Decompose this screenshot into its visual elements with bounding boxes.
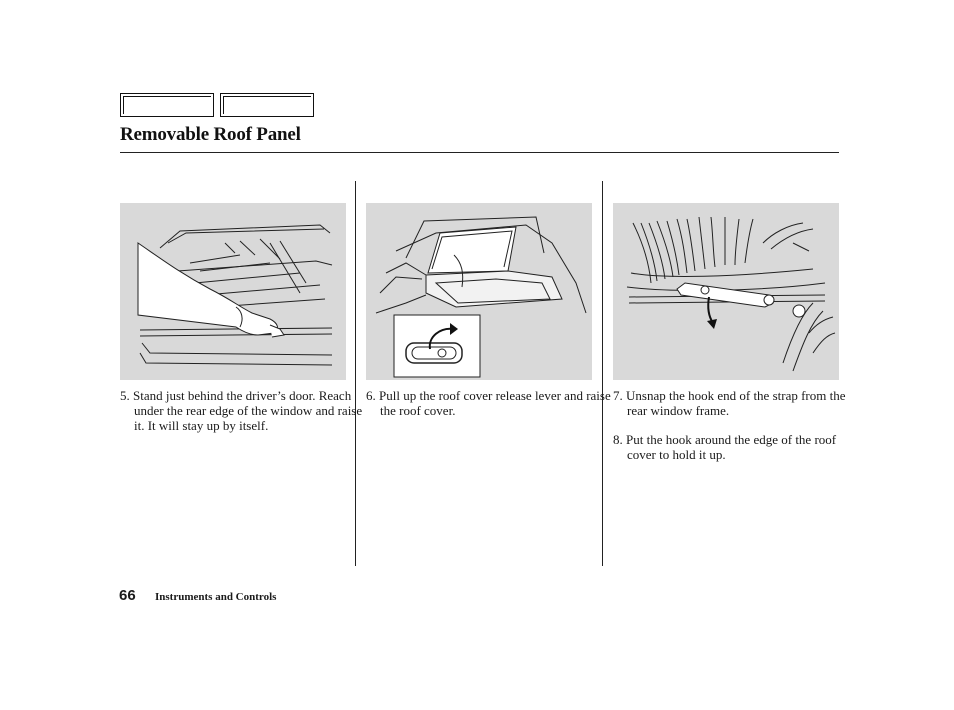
step-5-text: 5. Stand just behind the driver’s door. Reach under the rear edge of the window and raise it. It will stay up by itself.	[120, 388, 363, 433]
figure-roof-cover-release-lever	[366, 203, 592, 380]
step-7-text: 7. Unsnap the hook end of the strap from the rear window frame.	[613, 388, 846, 418]
strap-hook-illustration	[613, 203, 839, 380]
rear-window-illustration	[120, 203, 346, 380]
page-number: 66	[119, 587, 136, 604]
column-divider	[602, 181, 603, 566]
roof-cover-illustration	[366, 203, 592, 380]
nav-previous-button[interactable]	[120, 93, 214, 117]
column-divider	[355, 181, 356, 566]
title-divider	[120, 152, 839, 153]
page-title: Removable Roof Panel	[120, 124, 301, 145]
step-6-text: 6. Pull up the roof cover release lever and raise the roof cover.	[366, 388, 611, 418]
step-8-text: 8. Put the hook around the edge of the roof cover to hold it up.	[613, 432, 837, 462]
section-name: Instruments and Controls	[155, 591, 277, 603]
figure-strap-hook	[613, 203, 839, 380]
nav-next-button[interactable]	[220, 93, 314, 117]
figure-raise-rear-window	[120, 203, 346, 380]
